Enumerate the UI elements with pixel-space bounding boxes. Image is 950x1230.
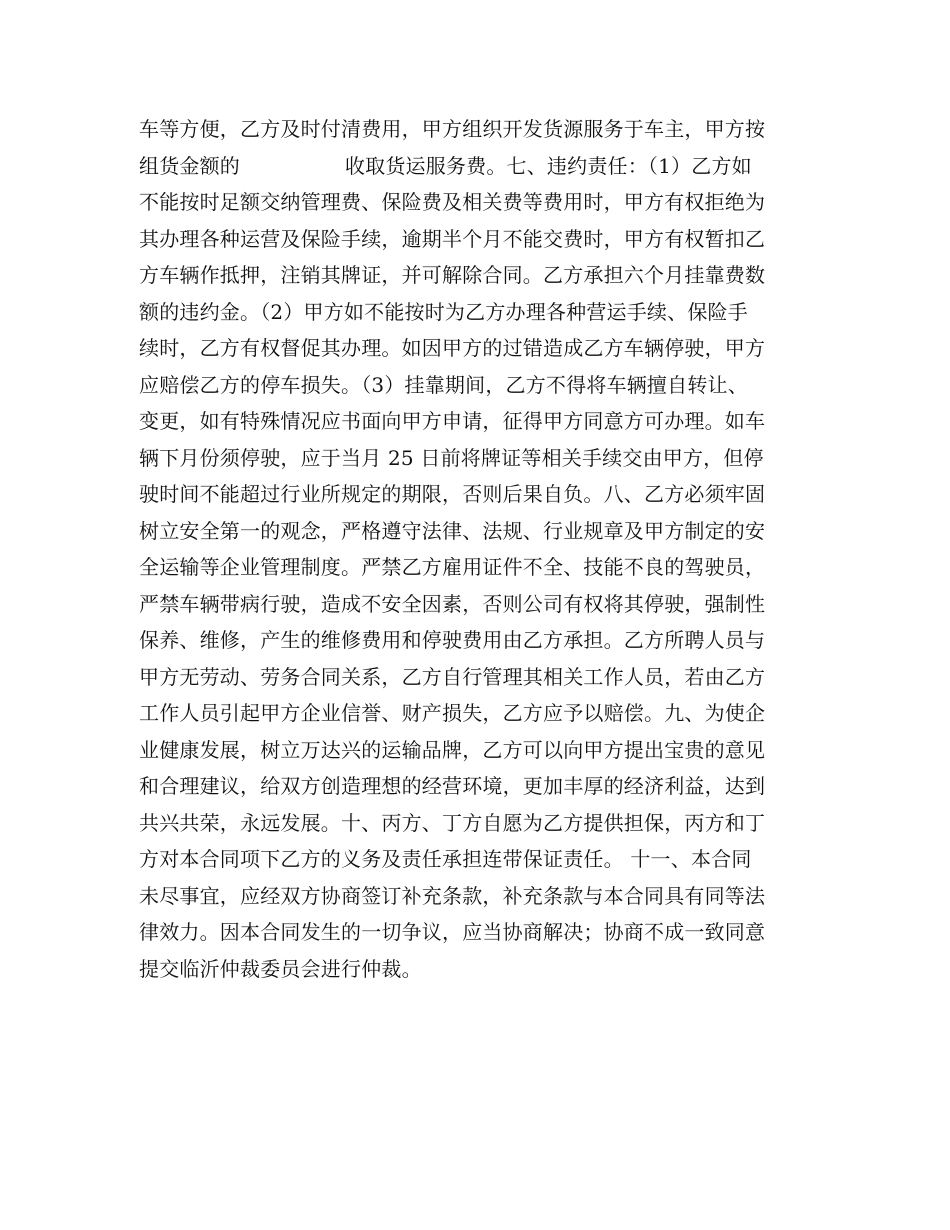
text-line: 其办理各种运营及保险手续，逾期半个月不能交费时，甲方有权暂扣乙	[139, 226, 766, 251]
text-line: 甲方无劳动、劳务合同关系，乙方自行管理其相关工作人员，若由乙方	[139, 664, 766, 689]
text-line: 组货金额的 收取货运服务费。七、违约责任：（1）乙方如	[139, 153, 752, 178]
text-line: 律效力。因本合同发生的一切争议，应当协商解决；协商不成一致同意	[139, 920, 766, 944]
text-line: 不能按时足额交纳管理费、保险费及相关费等费用时，甲方有权拒绝为	[139, 190, 766, 214]
text-line: 树立安全第一的观念，严格遵守法律、法规、行业规章及甲方制定的安	[139, 518, 766, 543]
text-line: 方车辆作抵押，注销其牌证，并可解除合同。乙方承担六个月挂靠费数	[139, 263, 766, 287]
text-line: 共兴共荣，永远发展。十、丙方、丁方自愿为乙方提供担保，丙方和丁	[139, 810, 766, 835]
text-line: 全运输等企业管理制度。严禁乙方雇用证件不全、技能不良的驾驶员，	[139, 555, 766, 579]
contract-body-text	[139, 111, 819, 987]
text-line: 工作人员引起甲方企业信誉、财产损失，乙方应予以赔偿。九、为使企	[139, 701, 766, 725]
text-line: 和合理建议，给双方创造理想的经营环境，更加丰厚的经济利益，达到	[139, 774, 766, 798]
text-line: 续时，乙方有权督促其办理。如因甲方的过错造成乙方车辆停驶，甲方	[139, 336, 766, 360]
text-line: 变更，如有特殊情况应书面向甲方申请，征得甲方同意方可办理。如车	[139, 409, 766, 433]
text-line: 严禁车辆带病行驶，造成不安全因素，否则公司有权将其停驶，强制性	[139, 591, 766, 616]
text-line: 额的违约金。（2）甲方如不能按时为乙方办理各种营运手续、保险手	[139, 299, 748, 324]
text-line: 方对本合同项下乙方的义务及责任承担连带保证责任。 十一、本合同	[139, 847, 752, 871]
text-line: 保养、维修，产生的维修费用和停驶费用由乙方承担。乙方所聘人员与	[139, 628, 766, 652]
text-line: 应赔偿乙方的停车损失。（3）挂靠期间，乙方不得将车辆擅自转让、	[139, 372, 748, 397]
text-line: 未尽事宜，应经双方协商签订补充条款，补充条款与本合同具有同等法	[139, 883, 766, 908]
text-line: 驶时间不能超过行业所规定的期限，否则后果自负。八、乙方必须牢固	[139, 482, 766, 506]
text-line: 车等方便，乙方及时付清费用，甲方组织开发货源服务于车主，甲方按	[139, 117, 766, 141]
text-line: 提交临沂仲裁委员会进行仲裁。	[139, 956, 422, 981]
text-line: 辆下月份须停驶，应于当月 25 日前将牌证等相关手续交由甲方，但停	[139, 445, 764, 470]
text-line: 业健康发展，树立万达兴的运输品牌，乙方可以向甲方提出宝贵的意见	[139, 737, 766, 762]
